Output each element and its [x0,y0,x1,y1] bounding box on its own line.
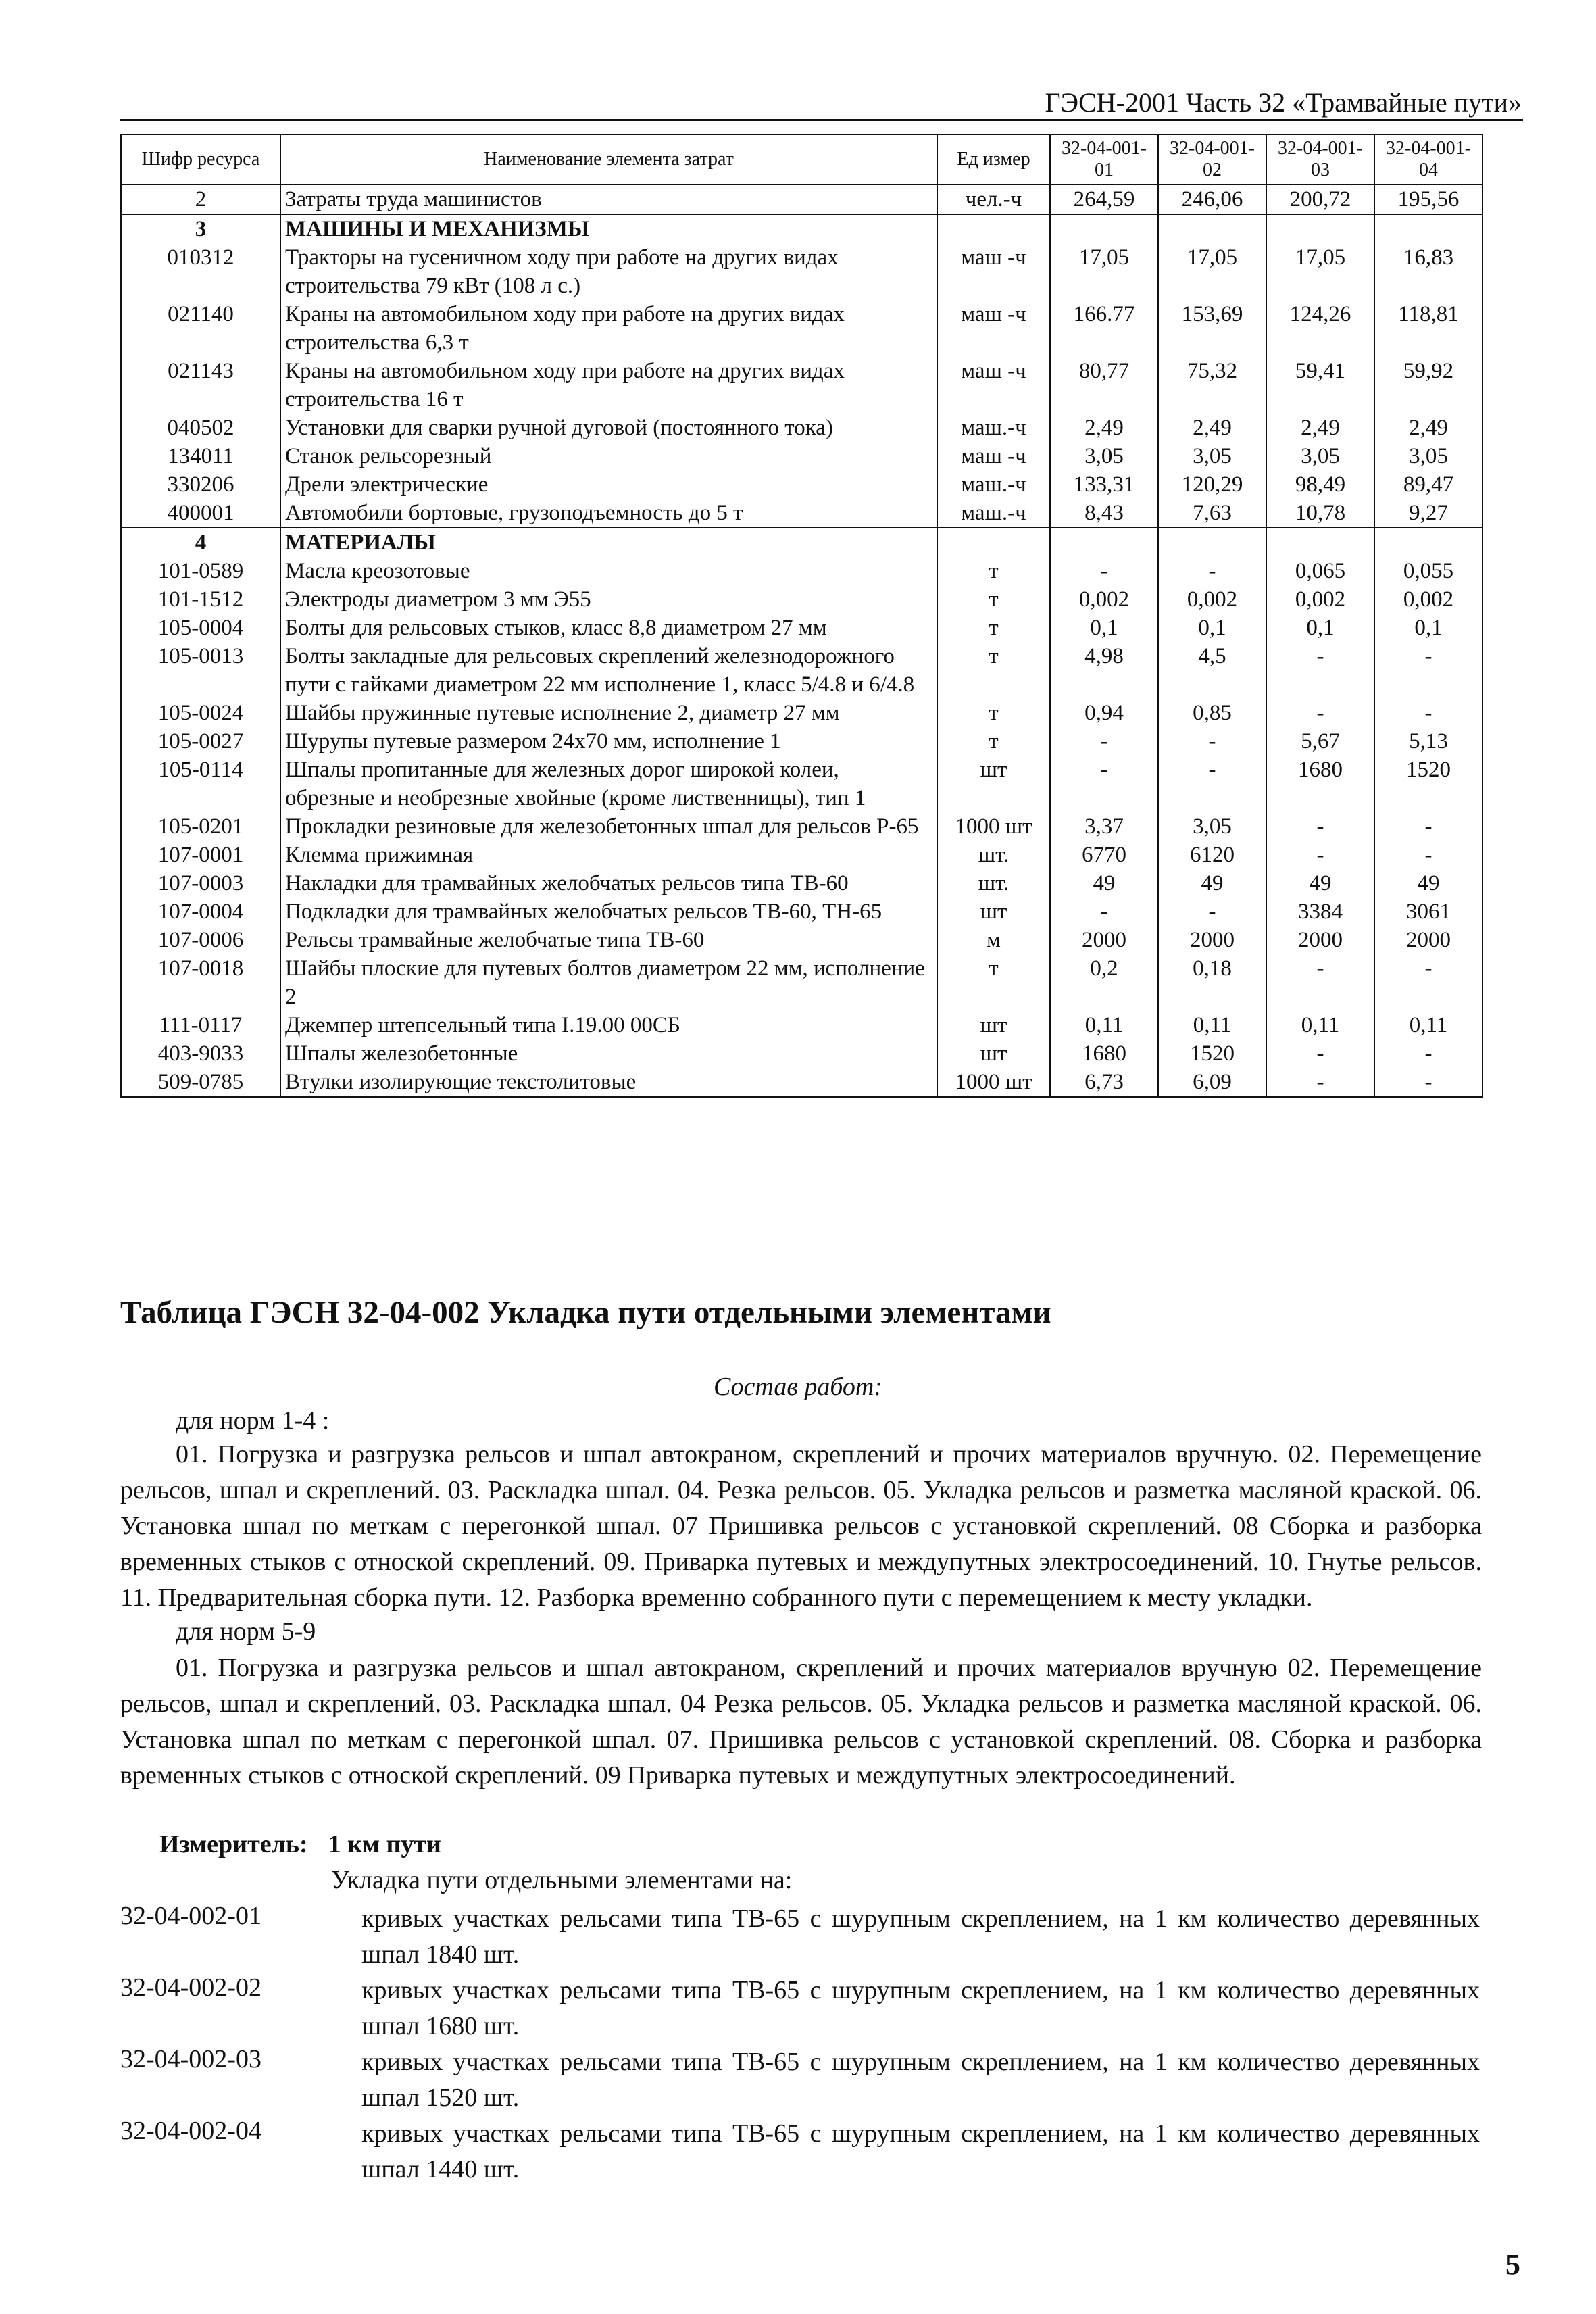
table-row [121,357,1482,414]
value-cell: - [1266,812,1374,841]
value-cell: 3,05 [1158,812,1266,841]
resource-name-cell: Тракторы на гусеничном ходу при работе на других видах строительства 79 кВт (108 л с.) [280,243,937,300]
resource-name-cell: Установки для сварки ручной дуговой (постоянного тока) [280,414,937,442]
table-row [121,585,1482,614]
resource-name-cell: Клемма прижимная [280,841,937,869]
unit-cell: маш -ч [937,243,1050,300]
value-cell: 1520 [1374,756,1482,812]
value-cell: 0,1 [1266,614,1374,642]
table-row [121,841,1482,869]
value-cell: 3,05 [1374,442,1482,470]
col-header-code: Шифр ресурса [121,134,280,184]
section-title: Таблица ГЭСН 32-04-002 Укладка пути отдельными элементами [120,1295,1051,1330]
resource-code-cell: 105-0013 [121,642,280,699]
value-cell: 17,05 [1158,243,1266,300]
resource-code-cell: 3 [121,214,280,243]
value-cell: - [1158,897,1266,926]
col-header-norm-1: 32-04-001-01 [1050,134,1158,184]
unit-cell: 1000 шт [937,812,1050,841]
unit-cell: м [937,926,1050,954]
unit-cell [937,214,1050,243]
value-cell: 0,002 [1050,585,1158,614]
value-cell: 3,05 [1050,442,1158,470]
unit-cell: 1000 шт [937,1068,1050,1097]
value-cell: 9,27 [1374,499,1482,528]
header-rule [120,119,1523,121]
resource-code-cell: 107-0003 [121,869,280,897]
value-cell: 4,5 [1158,642,1266,699]
table-body [121,184,1482,1097]
value-cell: 0,11 [1050,1011,1158,1039]
unit-cell: шт [937,756,1050,812]
value-cell: - [1374,954,1482,1011]
value-cell [1374,528,1482,557]
unit-cell: маш -ч [937,357,1050,414]
value-cell: - [1266,642,1374,699]
norm-code: 32-04-002-04 [120,2117,261,2145]
unit-cell: шт. [937,869,1050,897]
measure-label: Измеритель: [159,1830,308,1858]
resource-name-cell: Шайбы пружинные путевые исполнение 2, диаметр 27 мм [280,699,937,727]
col-header-norm-2: 32-04-001-02 [1158,134,1266,184]
unit-cell: маш -ч [937,442,1050,470]
unit-cell: т [937,727,1050,756]
norms-5-9-text: 01. Погрузка и разгрузка рельсов и шпал автокраном, скреплений и прочих материалов вручную 02. Перемещение рельсов, шпал и скреплений. 03. Раскладка шпал. 04 Резка рельсов. 05. Укладка рельсов и разметка масляной краской. 06. Установка шпал по меткам с перегонкой шпал. 07. Пришивка рельсов с установкой скреплений. 08. Сборка и разборка временных стыков с отноской скреплений. 09 Приварка путевых и междупутных электросоединений. [120,1654,1482,1790]
resource-name-cell: Затраты труда машинистов [280,184,937,214]
resource-name-cell: Болты для рельсовых стыков, класс 8,8 диаметром 27 мм [280,614,937,642]
resource-code-cell: 330206 [121,470,280,499]
unit-cell: шт [937,1011,1050,1039]
col-header-norm-4: 32-04-001-04 [1374,134,1482,184]
resource-name-cell: Накладки для трамвайных желобчатых рельсов типа ТВ-60 [280,869,937,897]
unit-cell: чел.-ч [937,184,1050,214]
col-header-norm-3: 32-04-001-03 [1266,134,1374,184]
table-row [121,756,1482,812]
value-cell: - [1266,841,1374,869]
value-cell: 124,26 [1266,300,1374,357]
value-cell [1374,214,1482,243]
resource-code-cell: 4 [121,528,280,557]
unit-cell: т [937,699,1050,727]
value-cell: 8,43 [1050,499,1158,528]
value-cell: - [1374,699,1482,727]
value-cell: 0,1 [1158,614,1266,642]
value-cell: - [1158,727,1266,756]
value-cell: 0,11 [1266,1011,1374,1039]
resource-name-cell: Краны на автомобильном ходу при работе на других видах строительства 6,3 т [280,300,937,357]
table-row [121,184,1482,214]
norms-1-4-label: для норм 1-4 : [176,1406,330,1435]
value-cell: 0,18 [1158,954,1266,1011]
value-cell: 0,002 [1374,585,1482,614]
table-row [121,869,1482,897]
resource-name-cell: Шпалы железобетонные [280,1039,937,1068]
resource-code-cell: 040502 [121,414,280,442]
resource-name-cell: МАТЕРИАЛЫ [280,528,937,557]
resource-code-cell: 010312 [121,243,280,300]
table-row [121,557,1482,585]
table-section-row [121,528,1482,557]
value-cell: 1680 [1266,756,1374,812]
table-row [121,614,1482,642]
value-cell: 0,11 [1374,1011,1482,1039]
table-row [121,926,1482,954]
resource-code-cell: 105-0201 [121,812,280,841]
unit-cell: маш.-ч [937,470,1050,499]
norm-code: 32-04-002-03 [120,2045,261,2073]
value-cell: 0,002 [1266,585,1374,614]
value-cell: - [1158,756,1266,812]
value-cell: 59,92 [1374,357,1482,414]
value-cell: 120,29 [1158,470,1266,499]
value-cell: - [1374,1068,1482,1097]
value-cell: 49 [1050,869,1158,897]
resource-name-cell: Электроды диаметром 3 мм Э55 [280,585,937,614]
measure-line [159,1829,441,1859]
value-cell: 195,56 [1374,184,1482,214]
value-cell: 6,73 [1050,1068,1158,1097]
value-cell [1050,214,1158,243]
value-cell: 264,59 [1050,184,1158,214]
value-cell: 0,94 [1050,699,1158,727]
unit-cell: шт [937,897,1050,926]
value-cell: 89,47 [1374,470,1482,499]
value-cell: 3,05 [1158,442,1266,470]
sostav-title: Состав работ: [713,1373,883,1401]
value-cell: 3384 [1266,897,1374,926]
resource-code-cell: 400001 [121,499,280,528]
unit-cell: т [937,642,1050,699]
resource-code-cell: 021143 [121,357,280,414]
unit-cell: т [937,614,1050,642]
norms-1-4-text: 01. Погрузка и разгрузка рельсов и шпал автокраном, скреплений и прочих материалов вручную. 02. Перемещение рельсов, шпал и скреплений. 03. Раскладка шпал. 04. Резка рельсов. 05. Укладка рельсов и разметка масляной краской. 06. Установка шпал по меткам с перегонкой шпал. 07 Пришивка рельсов с установкой скреплений. 08 Сборка и разборка временных стыков с отноской скреплений. 09. Приварка путевых и междупутных электросоединений. 10. Гнутье рельсов. 11. Предварительная сборка пути. 12. Разборка временно собранного пути с перемещением к месту укладки. [120,1440,1482,1612]
resource-code-cell: 101-0589 [121,557,280,585]
resource-name-cell: Шайбы плоские для путевых болтов диаметром 22 мм, исполнение 2 [280,954,937,1011]
resource-code-cell: 105-0024 [121,699,280,727]
resource-code-cell: 403-9033 [121,1039,280,1068]
value-cell: 7,63 [1158,499,1266,528]
unit-cell: шт. [937,841,1050,869]
value-cell: 3,37 [1050,812,1158,841]
resource-name-cell: Автомобили бортовые, грузоподъемность до 5 т [280,499,937,528]
value-cell: 0,85 [1158,699,1266,727]
unit-cell: шт [937,1039,1050,1068]
value-cell: - [1050,557,1158,585]
value-cell: 6120 [1158,841,1266,869]
value-cell: - [1374,642,1482,699]
resource-code-cell: 134011 [121,442,280,470]
value-cell: 0,1 [1050,614,1158,642]
value-cell: 75,32 [1158,357,1266,414]
norm-description: кривых участках рельсами типа ТВ-65 с шурупным скреплением, на 1 км количество деревянных шпал 1440 шт. [361,2119,1480,2184]
unit-cell: маш.-ч [937,414,1050,442]
resource-name-cell: Станок рельсорезный [280,442,937,470]
value-cell: 2000 [1374,926,1482,954]
resource-code-cell: 105-0027 [121,727,280,756]
value-cell [1158,214,1266,243]
resource-name-cell: Болты закладные для рельсовых скреплений железнодорожного пути с гайками диаметром 22 мм исполнение 1, класс 5/4.8 и 6/4.8 [280,642,937,699]
value-cell: 0,055 [1374,557,1482,585]
value-cell: 49 [1374,869,1482,897]
value-cell: 1520 [1158,1039,1266,1068]
value-cell: 80,77 [1050,357,1158,414]
resource-code-cell: 021140 [121,300,280,357]
table-row [121,243,1482,300]
resource-name-cell: Втулки изолирующие текстолитовые [280,1068,937,1097]
value-cell: - [1266,699,1374,727]
value-cell: 133,31 [1050,470,1158,499]
value-cell: - [1374,841,1482,869]
resource-code-cell: 111-0117 [121,1011,280,1039]
table-row [121,954,1482,1011]
table-row [121,1039,1482,1068]
value-cell: 59,41 [1266,357,1374,414]
value-cell: 1680 [1050,1039,1158,1068]
resource-name-cell: Джемпер штепсельный типа I.19.00 00СБ [280,1011,937,1039]
value-cell [1266,528,1374,557]
value-cell: 166.77 [1050,300,1158,357]
unit-cell: маш.-ч [937,499,1050,528]
value-cell [1050,528,1158,557]
resource-code-cell: 107-0001 [121,841,280,869]
value-cell: 17,05 [1266,243,1374,300]
value-cell [1266,214,1374,243]
norm-description: кривых участках рельсами типа ТВ-65 с шурупным скреплением, на 1 км количество деревянных шпал 1840 шт. [361,1904,1480,1969]
table-row [121,499,1482,528]
value-cell: 2,49 [1374,414,1482,442]
resource-code-cell: 2 [121,184,280,214]
value-cell: 3,05 [1266,442,1374,470]
resource-name-cell: Рельсы трамвайные желобчатые типа ТВ-60 [280,926,937,954]
value-cell: - [1050,897,1158,926]
value-cell: - [1374,1039,1482,1068]
resource-code-cell: 105-0114 [121,756,280,812]
unit-cell: т [937,585,1050,614]
resource-name-cell: Краны на автомобильном ходу при работе на других видах строительства 16 т [280,357,937,414]
value-cell: 49 [1158,869,1266,897]
resource-name-cell: Подкладки для трамвайных желобчатых рельсов ТВ-60, ТН-65 [280,897,937,926]
unit-cell: т [937,954,1050,1011]
value-cell: 98,49 [1266,470,1374,499]
value-cell: 5,13 [1374,727,1482,756]
resource-code-cell: 105-0004 [121,614,280,642]
value-cell: 3061 [1374,897,1482,926]
value-cell: - [1050,756,1158,812]
resource-name-cell: Шурупы путевые размером 24х70 мм, исполнение 1 [280,727,937,756]
value-cell: 6,09 [1158,1068,1266,1097]
col-header-name: Наименование элемента затрат [280,134,937,184]
col-header-unit: Ед измер [937,134,1050,184]
norm-code: 32-04-002-01 [120,1902,261,1930]
value-cell: - [1266,1068,1374,1097]
value-cell: 200,72 [1266,184,1374,214]
table-row [121,727,1482,756]
resource-table [120,134,1483,1098]
value-cell: 10,78 [1266,499,1374,528]
value-cell: 0,2 [1050,954,1158,1011]
resource-name-cell: МАШИНЫ И МЕХАНИЗМЫ [280,214,937,243]
value-cell [1158,528,1266,557]
norms-5-9-label: для норм 5-9 [176,1617,316,1646]
table-section-row [121,214,1482,243]
table-row [121,897,1482,926]
resource-name-cell: Прокладки резиновые для железобетонных шпал для рельсов Р-65 [280,812,937,841]
table-row [121,1068,1482,1097]
value-cell: 5,67 [1266,727,1374,756]
value-cell: 2,49 [1158,414,1266,442]
value-cell: - [1158,557,1266,585]
value-cell: - [1374,812,1482,841]
value-cell: 0,11 [1158,1011,1266,1039]
resource-code-cell: 509-0785 [121,1068,280,1097]
table-row [121,414,1482,442]
value-cell: 16,83 [1374,243,1482,300]
resource-name-cell: Дрели электрические [280,470,937,499]
resource-code-cell: 107-0018 [121,954,280,1011]
table-row [121,699,1482,727]
value-cell: - [1266,1039,1374,1068]
table-row [121,470,1482,499]
resource-code-cell: 107-0006 [121,926,280,954]
resource-name-cell: Шпалы пропитанные для железных дорог широкой колеи, обрезные и необрезные хвойные (кроме лиственницы), тип 1 [280,756,937,812]
value-cell: 153,69 [1158,300,1266,357]
value-cell: 6770 [1050,841,1158,869]
value-cell: 2,49 [1266,414,1374,442]
value-cell: 49 [1266,869,1374,897]
value-cell: 4,98 [1050,642,1158,699]
page-number: 5 [1505,2248,1520,2281]
table-row [121,1011,1482,1039]
value-cell: - [1266,954,1374,1011]
resource-name-cell: Масла креозотовые [280,557,937,585]
value-cell: 17,05 [1050,243,1158,300]
value-cell: 2,49 [1050,414,1158,442]
value-cell: - [1050,727,1158,756]
measure-value: 1 км пути [328,1830,441,1858]
table-row [121,642,1482,699]
unit-cell: т [937,557,1050,585]
value-cell: 0,065 [1266,557,1374,585]
resource-code-cell: 101-1512 [121,585,280,614]
resource-code-cell: 107-0004 [121,897,280,926]
unit-cell [937,528,1050,557]
value-cell: 2000 [1266,926,1374,954]
ukladka-intro: Укладка пути отдельными элементами на: [331,1866,793,1894]
norm-description: кривых участках рельсами типа ТВ-65 с шурупным скреплением, на 1 км количество деревянных шпал 1520 шт. [361,2048,1480,2112]
value-cell: 0,1 [1374,614,1482,642]
table-row [121,442,1482,470]
table-header-row [121,134,1482,184]
unit-cell: маш -ч [937,300,1050,357]
value-cell: 0,002 [1158,585,1266,614]
norm-code: 32-04-002-02 [120,1973,261,2002]
value-cell: 118,81 [1374,300,1482,357]
running-header: ГЭСН-2001 Часть 32 «Трамвайные пути» [1045,87,1522,118]
norm-description: кривых участках рельсами типа ТВ-65 с шурупным скреплением, на 1 км количество деревянных шпал 1680 шт. [361,1976,1480,2040]
table-row [121,812,1482,841]
value-cell: 2000 [1158,926,1266,954]
value-cell: 2000 [1050,926,1158,954]
value-cell: 246,06 [1158,184,1266,214]
table-row [121,300,1482,357]
